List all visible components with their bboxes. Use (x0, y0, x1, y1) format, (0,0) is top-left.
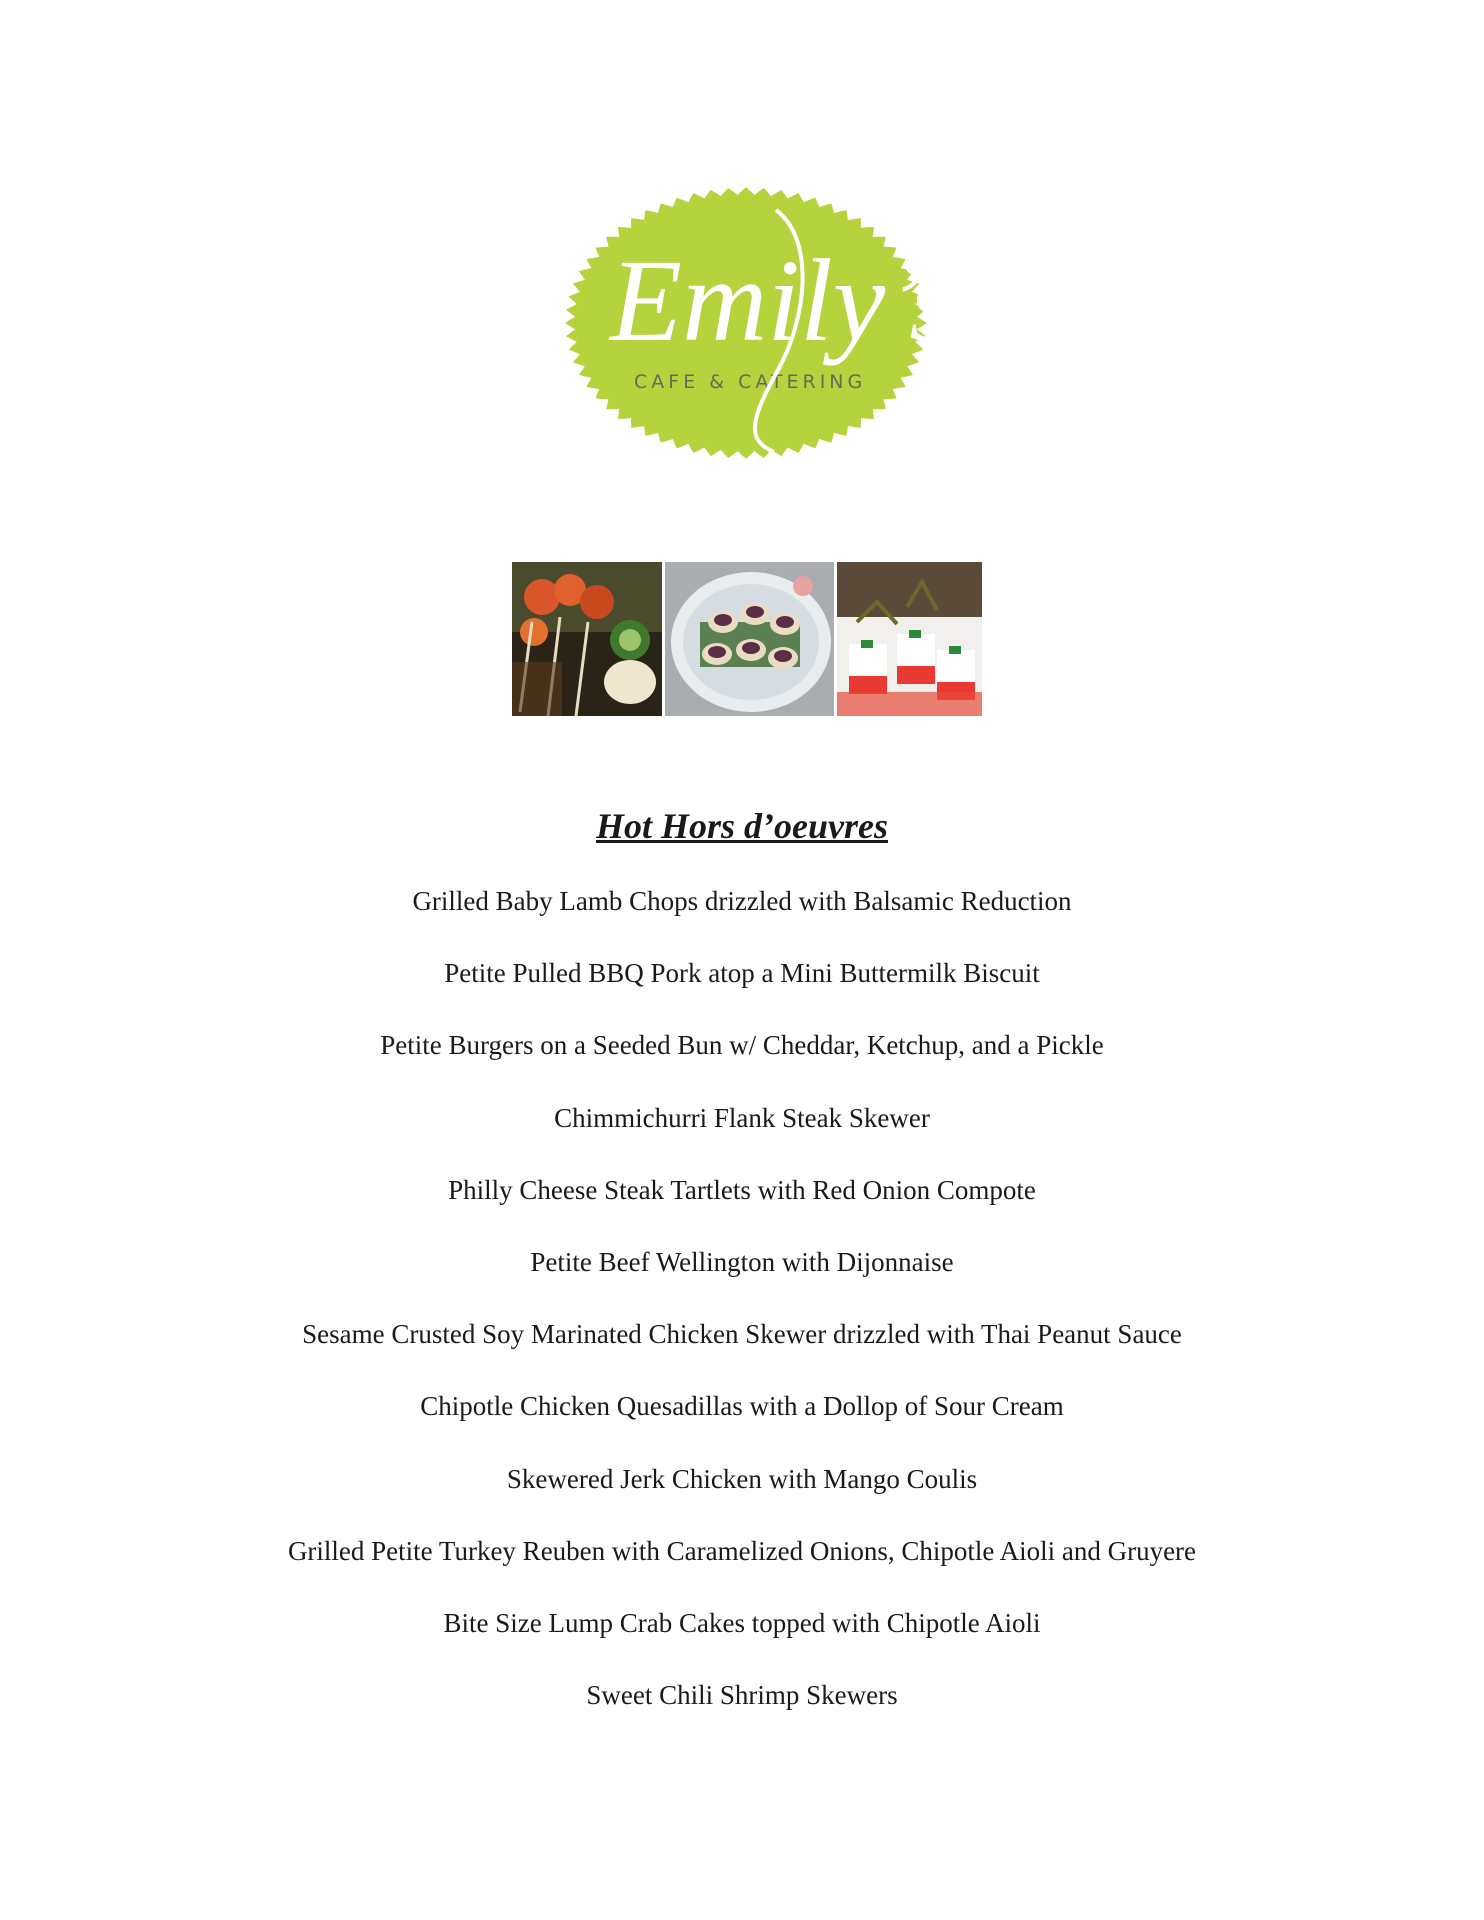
brand-logo (556, 180, 936, 466)
menu-item: Grilled Baby Lamb Chops drizzled with Balsamic Reduction (412, 886, 1072, 916)
menu-item: Sweet Chili Shrimp Skewers (586, 1680, 898, 1711)
menu-item: Petite Burgers on a Seeded Bun w/ Cheddar, Ketchup, and a Pickle (380, 1030, 1104, 1061)
menu-heading: Hot Hors d’oeuvres (596, 806, 888, 846)
logo-brand-text: Emily’s (610, 235, 936, 366)
menu-item: Petite Beef Wellington with Dijonnaise (530, 1246, 954, 1277)
menu-item: Grilled Petite Turkey Reuben with Caramelized Onions, Chipotle Aioli and Gruyere (287, 1535, 1197, 1566)
menu-item: Chimmichurri Flank Steak Skewer (554, 1102, 930, 1133)
menu-item: Bite Size Lump Crab Cakes topped with Chipotle Aioli (443, 1607, 1041, 1638)
photo-tartlets (665, 562, 834, 716)
logo-badge-svg (556, 180, 936, 466)
photo-shrimp-skewers (512, 562, 662, 716)
menu-item: Skewered Jerk Chicken with Mango Coulis (506, 1463, 978, 1494)
menu-item: Philly Cheese Steak Tartlets with Red Onion Compote (448, 1174, 1036, 1205)
photo-strip (512, 562, 982, 716)
menu-item-list (0, 884, 1484, 1750)
photo-watermelon-bites (837, 562, 982, 716)
menu-item: Chipotle Chicken Quesadillas with a Dollop of Sour Cream (420, 1391, 1064, 1422)
menu-item: Petite Pulled BBQ Pork atop a Mini Buttermilk Biscuit (444, 958, 1040, 989)
logo-tagline-text: CAFE & CATERING (634, 371, 867, 393)
menu-item: Sesame Crusted Soy Marinated Chicken Skewer drizzled with Thai Peanut Sauce (302, 1319, 1182, 1350)
